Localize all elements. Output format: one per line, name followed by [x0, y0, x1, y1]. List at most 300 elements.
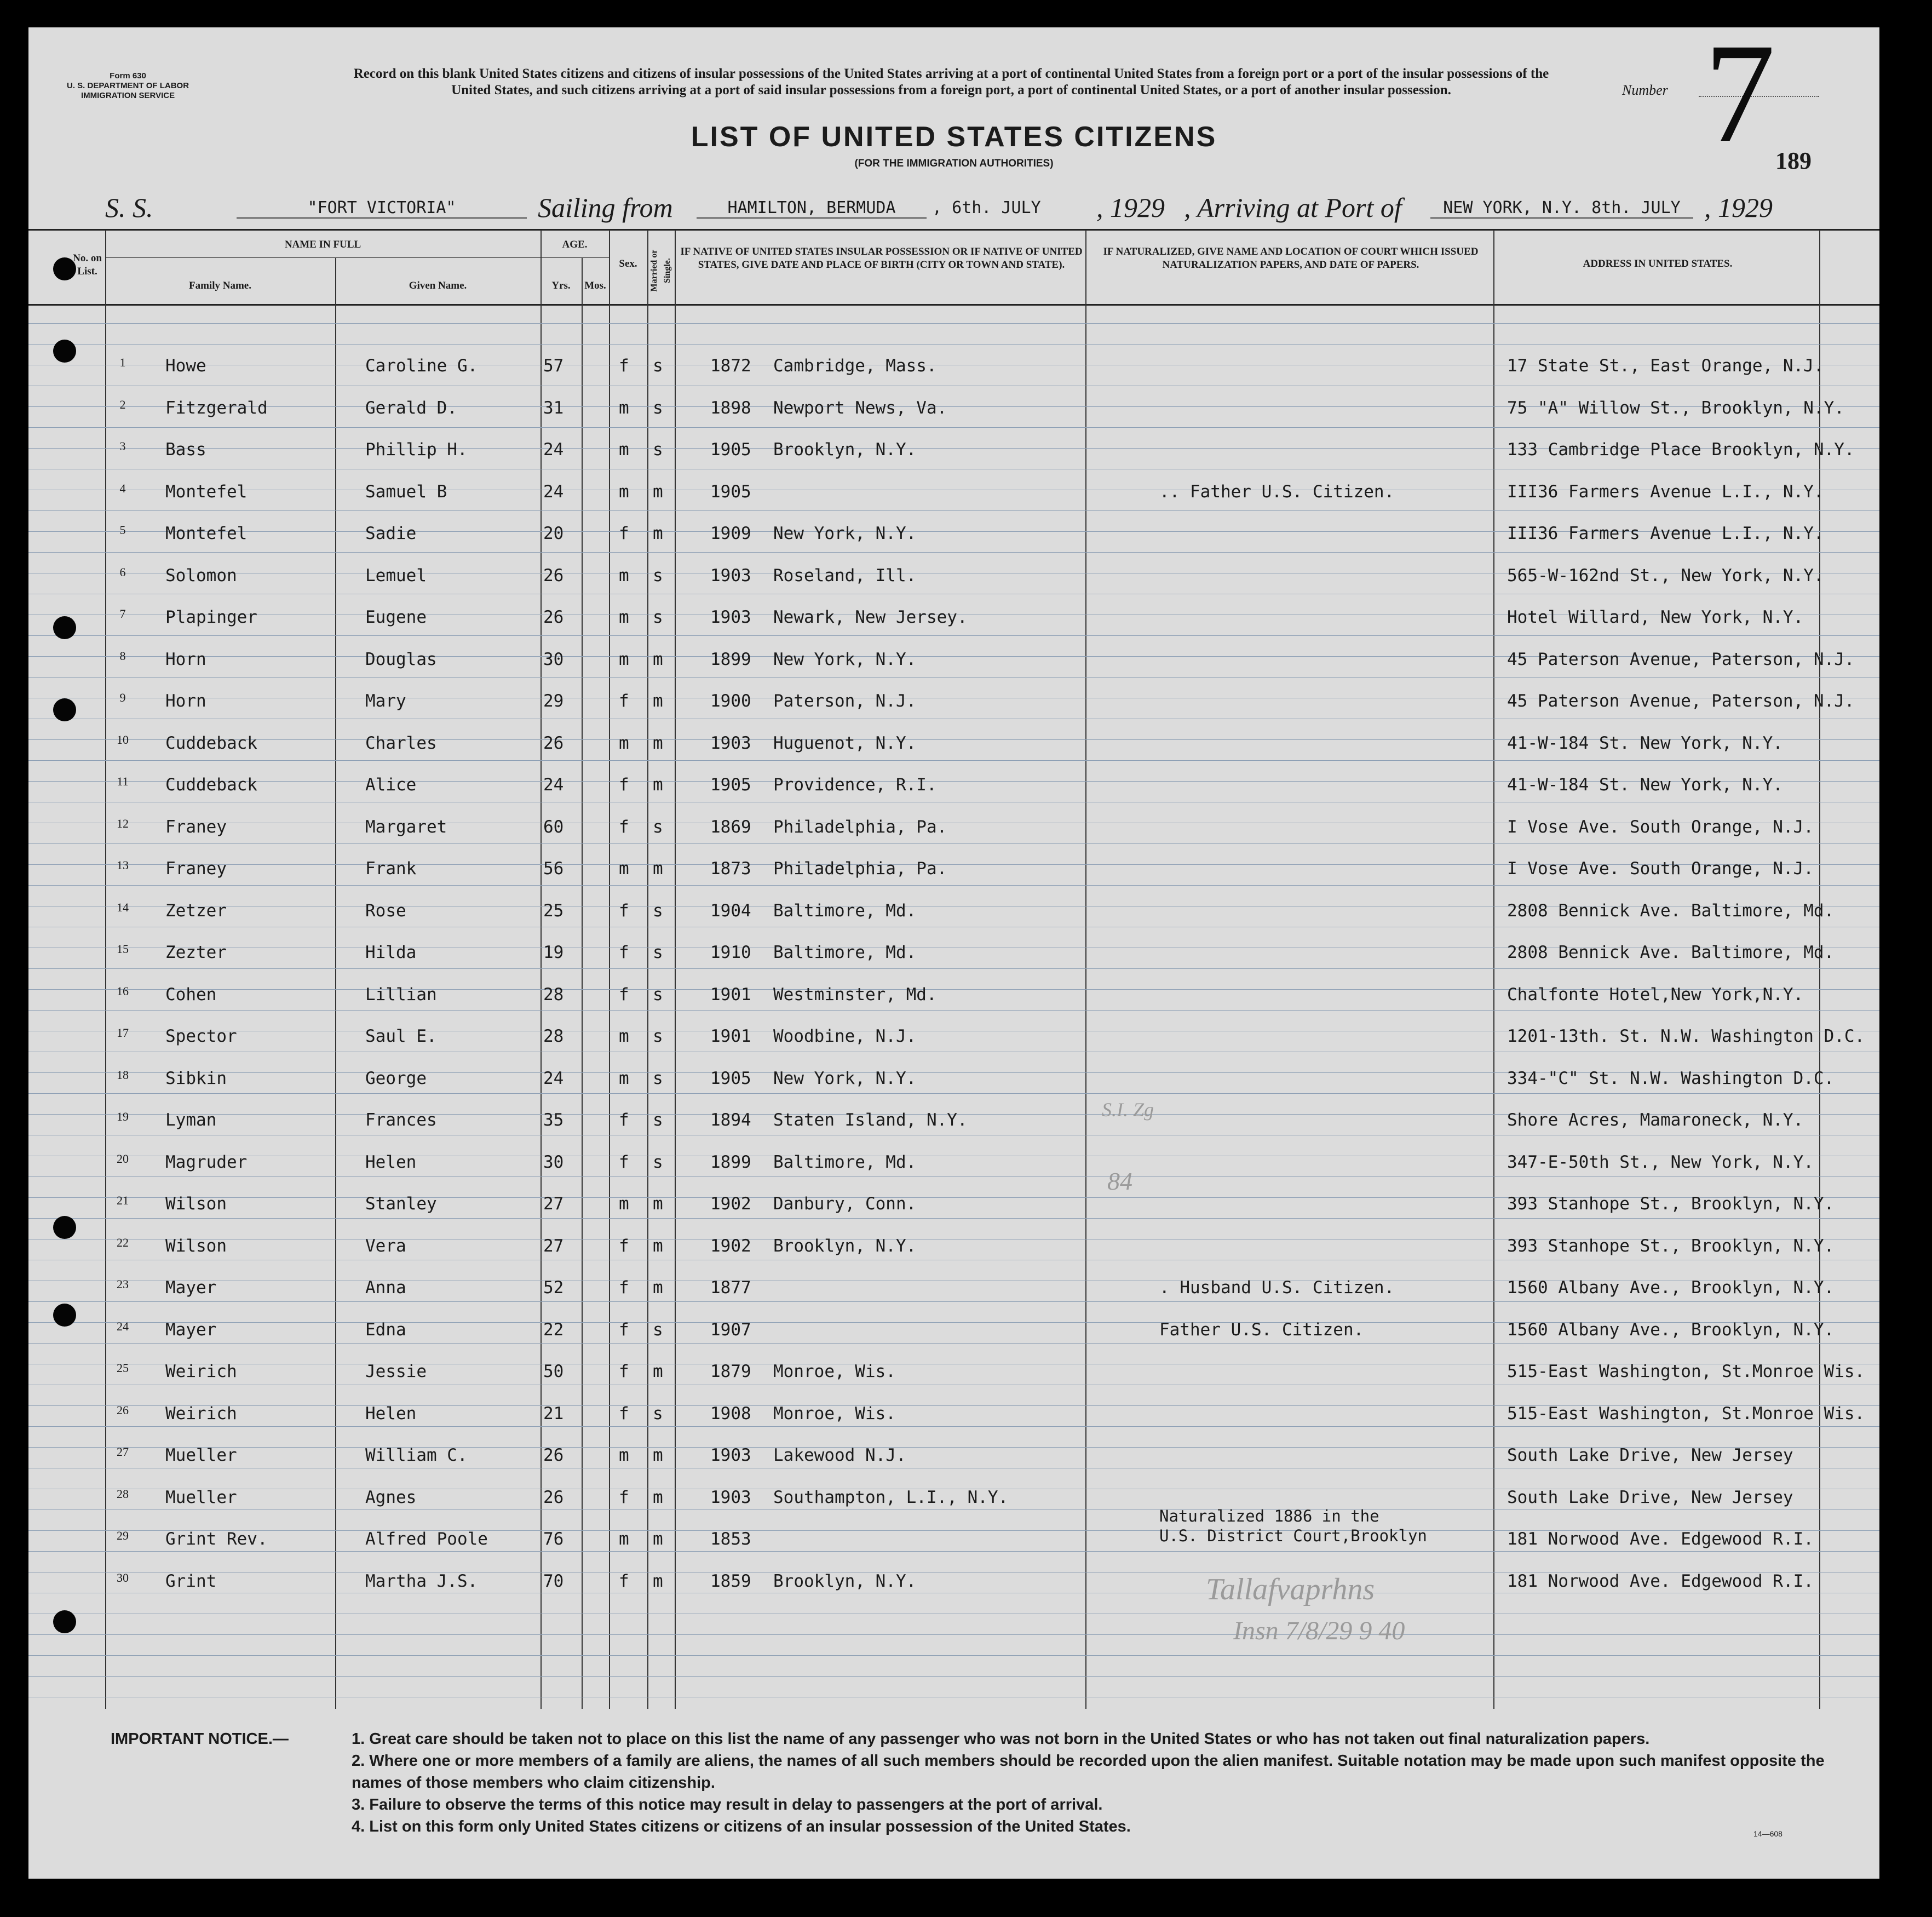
cell-no: 10 — [117, 733, 129, 747]
ruled-line — [28, 1176, 1879, 1177]
pencil-note-2: 84 — [1107, 1167, 1132, 1195]
cell-naturalized: Naturalized 1886 in the U.S. District Court,Brooklyn — [1159, 1507, 1427, 1545]
cell-given: Helen — [365, 1152, 417, 1172]
cell-ms: m — [653, 1488, 663, 1507]
cell-age: 27 — [543, 1194, 564, 1214]
cell-place: Newark, New Jersey. — [773, 607, 968, 627]
ruled-line — [28, 1551, 1879, 1552]
cell-sex: m — [619, 607, 629, 627]
cell-age: 24 — [543, 1069, 564, 1088]
cell-ms: s — [653, 566, 663, 586]
cell-family: Horn — [165, 691, 206, 711]
cell-given: Gerald D. — [365, 398, 457, 418]
cell-year: 1903 — [710, 1445, 751, 1465]
cell-family: Cuddeback — [165, 733, 257, 753]
cell-address: Hotel Willard, New York, N.Y. — [1507, 607, 1804, 627]
cell-given: Saul E. — [365, 1026, 437, 1046]
cell-sex: f — [619, 1362, 629, 1381]
cell-family: Plapinger — [165, 607, 257, 627]
cell-age: 20 — [543, 524, 564, 543]
cell-family: Spector — [165, 1026, 237, 1046]
cell-place: Brooklyn, N.Y. — [773, 1236, 917, 1256]
cell-ms: m — [653, 524, 663, 543]
cell-ms: m — [653, 1571, 663, 1591]
cell-address: 181 Norwood Ave. Edgewood R.I. — [1507, 1571, 1814, 1591]
cell-sex: f — [619, 356, 629, 376]
cell-sex: f — [619, 1488, 629, 1507]
cell-no: 23 — [117, 1277, 129, 1291]
cell-ms: s — [653, 1069, 663, 1088]
cell-family: Zezter — [165, 943, 227, 962]
cell-sex: f — [619, 691, 629, 711]
cell-ms: s — [653, 943, 663, 962]
cell-ms: s — [653, 1026, 663, 1046]
ruled-line — [28, 1010, 1879, 1011]
cell-given: Alfred Poole — [365, 1529, 488, 1549]
ruled-line — [28, 552, 1879, 553]
ss-label: S. S. — [105, 192, 153, 223]
cell-family: Montefel — [165, 482, 248, 502]
cell-ms: m — [653, 650, 663, 669]
page-subtitle: (FOR THE IMMIGRATION AUTHORITIES) — [854, 158, 1054, 169]
punch-hole — [53, 1610, 76, 1633]
manifest-sheet — [28, 27, 1879, 1879]
pencil-date: Insn 7/8/29 9 40 — [1233, 1616, 1405, 1645]
cell-family: Cohen — [165, 985, 217, 1005]
cell-year: 1905 — [710, 440, 751, 460]
cell-age: 60 — [543, 817, 564, 837]
cell-age: 26 — [543, 733, 564, 753]
cell-no: 1 — [119, 355, 126, 369]
cell-year: 1900 — [710, 691, 751, 711]
ruled-line — [28, 677, 1879, 678]
cell-year: 1910 — [710, 943, 751, 962]
cell-sex: f — [619, 1110, 629, 1130]
cell-address: 2808 Bennick Ave. Baltimore, Md. — [1507, 943, 1835, 962]
cell-address: 515-East Washington, St.Monroe Wis. — [1507, 1404, 1865, 1424]
form-number: Form 630 — [110, 71, 146, 81]
cell-no: 25 — [117, 1361, 129, 1375]
cell-year: 1901 — [710, 985, 751, 1005]
cell-given: Rose — [365, 901, 406, 921]
cell-family: Franey — [165, 817, 227, 837]
cell-family: Franey — [165, 859, 227, 879]
cell-given: Hilda — [365, 943, 417, 962]
col-header-sex: Sex. — [619, 258, 637, 269]
cell-given: Frances — [365, 1110, 437, 1130]
punch-hole — [53, 257, 76, 280]
cell-year: 1902 — [710, 1194, 751, 1214]
cell-no: 30 — [117, 1571, 129, 1585]
cell-year: 1894 — [710, 1110, 751, 1130]
cell-place: Philadelphia, Pa. — [773, 817, 947, 837]
cell-address: 133 Cambridge Place Brooklyn, N.Y. — [1507, 440, 1855, 460]
cell-age: 26 — [543, 607, 564, 627]
cell-address: 2808 Bennick Ave. Baltimore, Md. — [1507, 901, 1835, 921]
cell-year: 1877 — [710, 1278, 751, 1298]
cell-place: Baltimore, Md. — [773, 943, 917, 962]
cell-family: Mueller — [165, 1445, 237, 1465]
cell-year: 1853 — [710, 1529, 751, 1549]
ruled-line — [28, 885, 1879, 886]
page-number: 189 — [1775, 147, 1812, 174]
notice-item-4: 4. List on this form only United States citizens or citizens of an insular possession of the United States. — [352, 1818, 1131, 1835]
cell-given: Charles — [365, 733, 437, 753]
cell-sex: m — [619, 859, 629, 879]
cell-family: Sibkin — [165, 1069, 227, 1088]
cell-no: 24 — [117, 1319, 129, 1333]
cell-age: 30 — [543, 650, 564, 669]
cell-family: Horn — [165, 650, 206, 669]
col-divider — [540, 230, 542, 1709]
cell-given: George — [365, 1069, 427, 1088]
cell-age: 52 — [543, 1278, 564, 1298]
cell-ms: m — [653, 482, 663, 502]
ruled-line — [28, 635, 1879, 636]
cell-sex: m — [619, 1026, 629, 1046]
cell-no: 5 — [119, 523, 126, 537]
cell-age: 28 — [543, 1026, 564, 1046]
ruled-line — [28, 1093, 1879, 1094]
cell-place: Staten Island, N.Y. — [773, 1110, 968, 1130]
service: IMMIGRATION SERVICE — [81, 91, 175, 100]
ruled-line — [28, 344, 1879, 345]
arriving-label: , Arriving at Port of — [1184, 192, 1402, 223]
punch-hole — [53, 616, 76, 639]
cell-year: 1909 — [710, 524, 751, 543]
cell-year: 1905 — [710, 482, 751, 502]
cell-age: 31 — [543, 398, 564, 418]
cell-address: 41-W-184 St. New York, N.Y. — [1507, 775, 1783, 795]
cell-ms: s — [653, 1110, 663, 1130]
cell-year: 1905 — [710, 775, 751, 795]
cell-age: 22 — [543, 1320, 564, 1340]
sailing-from-label: Sailing from — [538, 192, 673, 223]
cell-address: 41-W-184 St. New York, N.Y. — [1507, 733, 1783, 753]
cell-given: Sadie — [365, 524, 417, 543]
cell-sex: f — [619, 524, 629, 543]
cell-year: 1899 — [710, 650, 751, 669]
cell-year: 1872 — [710, 356, 751, 376]
cell-address: 45 Paterson Avenue, Paterson, N.J. — [1507, 691, 1855, 711]
cell-given: Lillian — [365, 985, 437, 1005]
cell-no: 27 — [117, 1445, 129, 1459]
cell-age: 24 — [543, 775, 564, 795]
cell-ms: m — [653, 1362, 663, 1381]
col-header-name: NAME IN FULL — [284, 239, 361, 250]
cell-age: 24 — [543, 440, 564, 460]
cell-year: 1904 — [710, 901, 751, 921]
col-header-yrs: Yrs. — [551, 280, 571, 291]
cell-place: Roseland, Ill. — [773, 566, 917, 586]
cell-family: Lyman — [165, 1110, 217, 1130]
cell-place: Brooklyn, N.Y. — [773, 440, 917, 460]
cell-place: Providence, R.I. — [773, 775, 937, 795]
cell-address: 565-W-162nd St., New York, N.Y. — [1507, 566, 1824, 586]
cell-sex: m — [619, 398, 629, 418]
cell-year: 1903 — [710, 733, 751, 753]
cell-no: 21 — [117, 1193, 129, 1207]
cell-sex: m — [619, 566, 629, 586]
cell-sex: m — [619, 650, 629, 669]
cell-ms: s — [653, 1152, 663, 1172]
cell-age: 28 — [543, 985, 564, 1005]
cell-ms: m — [653, 691, 663, 711]
cell-place: Westminster, Md. — [773, 985, 937, 1005]
cell-age: 70 — [543, 1571, 564, 1591]
cell-age: 35 — [543, 1110, 564, 1130]
cell-year: 1899 — [710, 1152, 751, 1172]
cell-sex: f — [619, 1236, 629, 1256]
col-header-family: Family Name. — [189, 280, 251, 291]
cell-place: Southampton, L.I., N.Y. — [773, 1488, 1009, 1507]
cell-no: 18 — [117, 1068, 129, 1082]
cell-place: Monroe, Wis. — [773, 1362, 896, 1381]
col-divider — [609, 230, 610, 1709]
cell-family: Mueller — [165, 1488, 237, 1507]
cell-age: 57 — [543, 356, 564, 376]
cell-sex: f — [619, 985, 629, 1005]
cell-ms: m — [653, 1529, 663, 1549]
cell-year: 1908 — [710, 1404, 751, 1424]
cell-year: 1879 — [710, 1362, 751, 1381]
col-header-married: Married or Single. — [649, 249, 672, 292]
cell-given: Martha J.S. — [365, 1571, 478, 1591]
col-header-no: No. on List. — [73, 252, 102, 277]
notice-item-1: 1. Great care should be taken not to place on this list the name of any passenger who was not born in the United States or who has not taken out final naturalization papers. — [352, 1730, 1650, 1748]
name-subrule — [105, 257, 540, 258]
cell-address: 181 Norwood Ave. Edgewood R.I. — [1507, 1529, 1814, 1549]
year-1: , 1929 — [1096, 192, 1165, 223]
cell-address: 393 Stanhope St., Brooklyn, N.Y. — [1507, 1194, 1835, 1214]
cell-address: 515-East Washington, St.Monroe Wis. — [1507, 1362, 1865, 1381]
cell-family: Mayer — [165, 1320, 217, 1340]
cell-sex: f — [619, 1404, 629, 1424]
col-divider — [1493, 230, 1494, 1709]
cell-age: 29 — [543, 691, 564, 711]
number-label: Number — [1622, 82, 1668, 98]
cell-family: Fitzgerald — [165, 398, 268, 418]
cell-no: 8 — [119, 649, 126, 663]
ruled-line — [28, 510, 1879, 511]
cell-family: Zetzer — [165, 901, 227, 921]
cell-place: Lakewood N.J. — [773, 1445, 906, 1465]
cell-family: Montefel — [165, 524, 248, 543]
cell-given: Caroline G. — [365, 356, 478, 376]
cell-family: Weirich — [165, 1404, 237, 1424]
cell-year: 1907 — [710, 1320, 751, 1340]
col-header-birth: IF NATIVE OF UNITED STATES INSULAR POSSESSION OR IF NATIVE OF UNITED STATES, GIVE DATE AND PLACE OF BIRTH (CITY OR TOWN AND STATE). — [680, 246, 1083, 271]
cell-family: Solomon — [165, 566, 237, 586]
sailing-date: , 6th. JULY — [932, 198, 1041, 217]
cell-sex: f — [619, 901, 629, 921]
cell-no: 20 — [117, 1152, 129, 1166]
cell-family: Cuddeback — [165, 775, 257, 795]
cell-age: 26 — [543, 1488, 564, 1507]
cell-sex: m — [619, 1445, 629, 1465]
punch-hole — [53, 698, 76, 721]
ruled-line — [28, 1218, 1879, 1219]
cell-given: Lemuel — [365, 566, 427, 586]
cell-year: 1903 — [710, 607, 751, 627]
arriving-port: NEW YORK, N.Y. 8th. JULY — [1430, 198, 1693, 219]
cell-year: 1905 — [710, 1069, 751, 1088]
cell-address: Shore Acres, Mamaroneck, N.Y. — [1507, 1110, 1804, 1130]
cell-place: Cambridge, Mass. — [773, 356, 937, 376]
cell-address: 1201-13th. St. N.W. Washington D.C. — [1507, 1026, 1865, 1046]
cell-given: Helen — [365, 1404, 417, 1424]
cell-address: 1560 Albany Ave., Brooklyn, N.Y. — [1507, 1320, 1835, 1340]
cell-given: William C. — [365, 1445, 468, 1465]
cell-year: 1902 — [710, 1236, 751, 1256]
col-header-mos: Mos. — [584, 280, 606, 291]
col-divider — [1085, 230, 1086, 1709]
signature: Tallafvaprhns — [1206, 1572, 1375, 1606]
cell-family: Wilson — [165, 1236, 227, 1256]
cell-ms: s — [653, 398, 663, 418]
col-header-given: Given Name. — [409, 280, 467, 291]
cell-sex: m — [619, 733, 629, 753]
cell-address: 75 "A" Willow St., Brooklyn, N.Y. — [1507, 398, 1844, 418]
cell-given: Mary — [365, 691, 406, 711]
cell-sex: m — [619, 1194, 629, 1214]
pencil-note-1: S.I. Zg — [1102, 1099, 1154, 1121]
ruled-line — [28, 427, 1879, 428]
cell-no: 11 — [117, 774, 129, 788]
form-info — [67, 71, 189, 101]
cell-given: Anna — [365, 1278, 406, 1298]
cell-year: 1903 — [710, 1488, 751, 1507]
cell-no: 26 — [117, 1403, 129, 1417]
cell-given: Edna — [365, 1320, 406, 1340]
cell-ms: m — [653, 859, 663, 879]
header-bottom-rule — [28, 304, 1879, 306]
cell-address: I Vose Ave. South Orange, N.J. — [1507, 859, 1814, 879]
cell-no: 28 — [117, 1487, 129, 1501]
cell-sex: f — [619, 775, 629, 795]
cell-address: 393 Stanhope St., Brooklyn, N.Y. — [1507, 1236, 1835, 1256]
col-divider — [582, 257, 583, 1709]
cell-ms: m — [653, 775, 663, 795]
cell-ms: s — [653, 901, 663, 921]
cell-age: 30 — [543, 1152, 564, 1172]
cell-age: 26 — [543, 566, 564, 586]
cell-ms: s — [653, 1320, 663, 1340]
cell-no: 6 — [119, 565, 126, 579]
cell-ms: m — [653, 1236, 663, 1256]
cell-no: 19 — [117, 1110, 129, 1123]
cell-sex: f — [619, 1320, 629, 1340]
punch-hole — [53, 1216, 76, 1239]
cell-year: 1901 — [710, 1026, 751, 1046]
cell-naturalized: Father U.S. Citizen. — [1159, 1320, 1364, 1340]
cell-given: Vera — [365, 1236, 406, 1256]
cell-address: 45 Paterson Avenue, Paterson, N.J. — [1507, 650, 1855, 669]
col-divider — [335, 257, 336, 1709]
cell-place: Baltimore, Md. — [773, 901, 917, 921]
cell-sex: m — [619, 482, 629, 502]
cell-sex: f — [619, 1571, 629, 1591]
cell-no: 14 — [117, 900, 129, 914]
age-subrule — [540, 257, 609, 258]
cell-family: Weirich — [165, 1362, 237, 1381]
header-top-rule — [28, 229, 1879, 231]
cell-year: 1898 — [710, 398, 751, 418]
ship-name: "FORT VICTORIA" — [237, 198, 527, 219]
ruled-line — [28, 1676, 1879, 1677]
notice-label: IMPORTANT NOTICE.— — [111, 1730, 289, 1748]
cell-family: Grint Rev. — [165, 1529, 268, 1549]
cell-ms: m — [653, 1278, 663, 1298]
col-divider — [647, 230, 648, 1709]
sailing-from-value: HAMILTON, BERMUDA — [697, 198, 927, 219]
cell-age: 27 — [543, 1236, 564, 1256]
cell-address: South Lake Drive, New Jersey — [1507, 1488, 1793, 1507]
cell-given: Agnes — [365, 1488, 417, 1507]
cell-no: 15 — [117, 942, 129, 956]
notice-item-2: 2. Where one or more members of a family are aliens, the names of all such members should be recorded upon the alien manifest. Suitable notation may be made upon such manifest opposite the names of those members who claim citizenship. — [352, 1752, 1825, 1792]
cell-address: 347-E-50th St., New York, N.Y. — [1507, 1152, 1814, 1172]
cell-year: 1873 — [710, 859, 751, 879]
cell-family: Bass — [165, 440, 206, 460]
cell-ms: s — [653, 440, 663, 460]
cell-ms: s — [653, 985, 663, 1005]
cell-place: Newport News, Va. — [773, 398, 947, 418]
cell-place: New York, N.Y. — [773, 650, 917, 669]
ruled-line — [28, 1426, 1879, 1427]
cell-address: Chalfonte Hotel,New York,N.Y. — [1507, 985, 1804, 1005]
cell-sex: f — [619, 1152, 629, 1172]
cell-place: Philadelphia, Pa. — [773, 859, 947, 879]
cell-place: New York, N.Y. — [773, 524, 917, 543]
ruled-line — [28, 843, 1879, 844]
cell-no: 7 — [119, 607, 126, 621]
cell-address: 1560 Albany Ave., Brooklyn, N.Y. — [1507, 1278, 1835, 1298]
cell-ms: s — [653, 607, 663, 627]
cell-no: 2 — [119, 398, 126, 411]
punch-hole — [53, 340, 76, 363]
col-header-naturalized: IF NATURALIZED, GIVE NAME AND LOCATION OF COURT WHICH ISSUED NATURALIZATION PAPERS, AND DATE OF PAPERS. — [1103, 246, 1479, 271]
cell-no: 17 — [117, 1026, 129, 1040]
cell-place: Danbury, Conn. — [773, 1194, 917, 1214]
cell-given: Margaret — [365, 817, 447, 837]
cell-sex: f — [619, 817, 629, 837]
cell-ms: m — [653, 1445, 663, 1465]
cell-place: Paterson, N.J. — [773, 691, 917, 711]
cell-address: III36 Farmers Avenue L.I., N.Y. — [1507, 482, 1824, 502]
cell-address: III36 Farmers Avenue L.I., N.Y. — [1507, 524, 1824, 543]
print-code: 14—608 — [1753, 1829, 1783, 1838]
ruled-line — [28, 323, 1879, 324]
cell-family: Mayer — [165, 1278, 217, 1298]
cell-given: Stanley — [365, 1194, 437, 1214]
ruled-line — [28, 1301, 1879, 1302]
cell-address: 334-"C" St. N.W. Washington D.C. — [1507, 1069, 1835, 1088]
cell-year: 1869 — [710, 817, 751, 837]
cell-ms: s — [653, 1404, 663, 1424]
cell-age: 50 — [543, 1362, 564, 1381]
cell-age: 24 — [543, 482, 564, 502]
cell-given: Alice — [365, 775, 417, 795]
ruled-line — [28, 1634, 1879, 1635]
cell-sex: m — [619, 1529, 629, 1549]
notice-items — [352, 1728, 1874, 1838]
department: U. S. DEPARTMENT OF LABOR — [67, 81, 189, 90]
cell-no: 3 — [119, 439, 126, 453]
cell-place: Huguenot, N.Y. — [773, 733, 917, 753]
cell-place: Brooklyn, N.Y. — [773, 1571, 917, 1591]
ruled-line — [28, 1655, 1879, 1656]
